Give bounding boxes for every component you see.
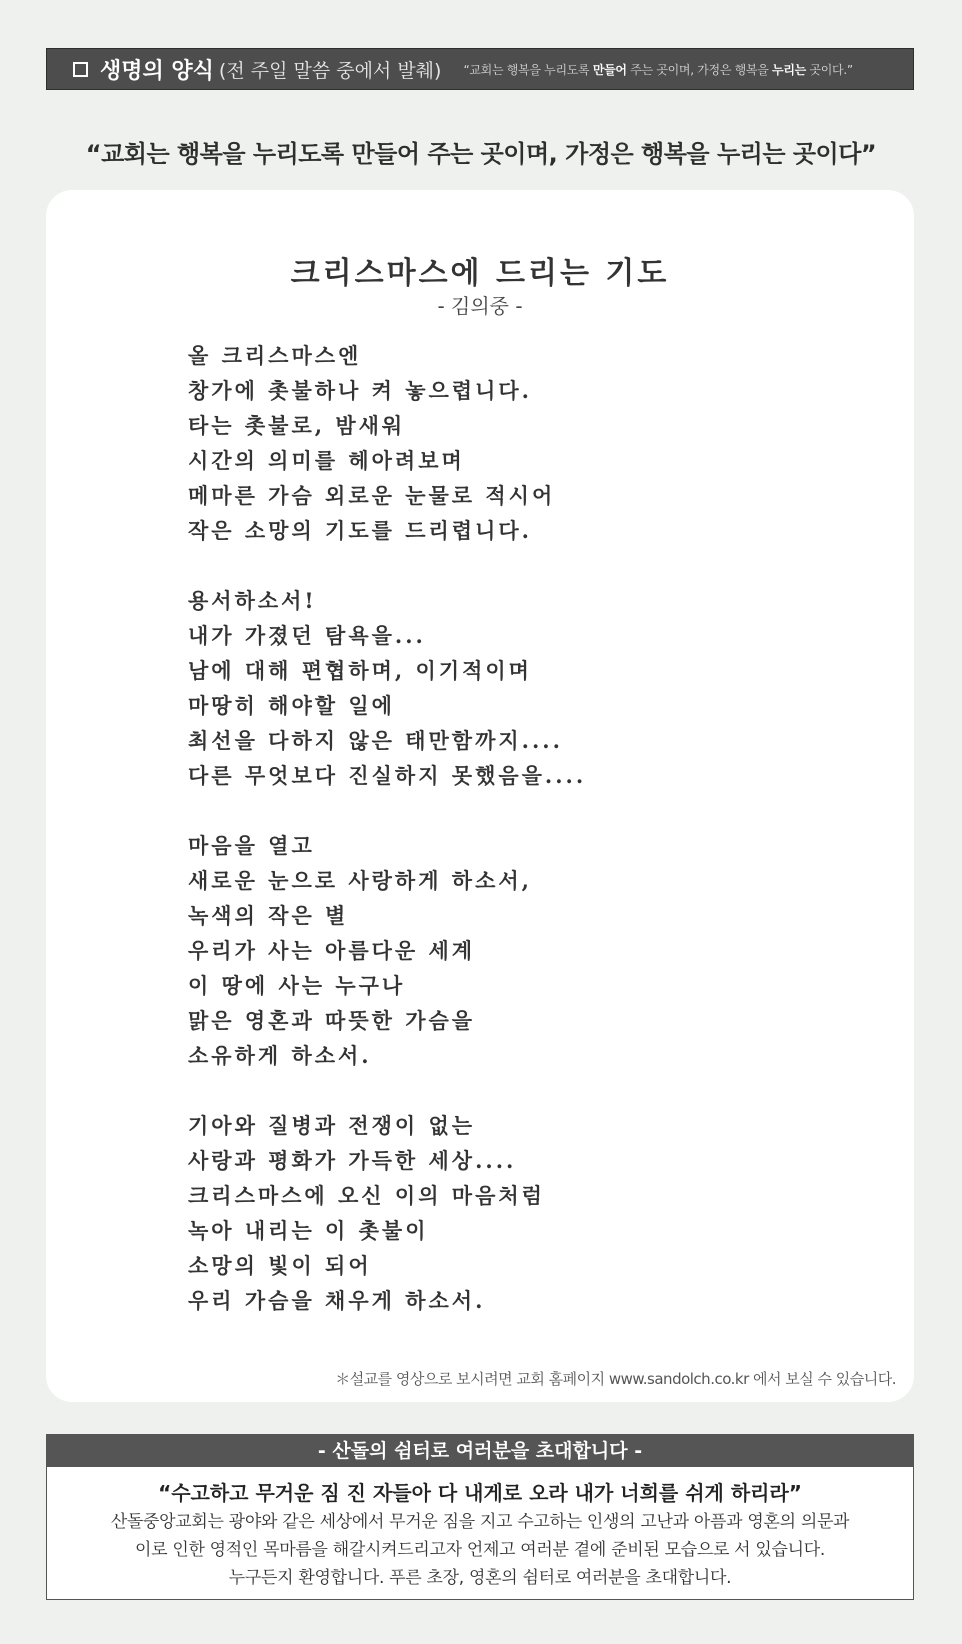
- poem-line: 맑은 영혼과 따뜻한 가슴을: [188, 1008, 476, 1033]
- poem-line: 남에 대해 편협하며, 이기적이며: [188, 658, 532, 683]
- invitation-line: 산돌중앙교회는 광야와 같은 세상에서 무거운 짐을 지고 수고하는 인생의 고난과 아픔과 영혼의 의문과: [110, 1512, 850, 1532]
- invitation-line: 이로 인한 영적인 목마름을 해갈시켜드리고자 언제고 여러분 곁에 준비된 모습으로 서 있습니다.: [134, 1540, 825, 1560]
- poem-line: 최선을 다하지 않은 태만함까지....: [188, 728, 563, 753]
- poem-line: 마음을 열고: [188, 833, 315, 858]
- poem-line: 올 크리스마스엔: [188, 343, 362, 368]
- poem-line: 이 땅에 사는 누구나: [188, 973, 406, 998]
- poem-line: 내가 가졌던 탐욕을...: [188, 623, 426, 648]
- poem-line: 소망의 빛이 되어: [188, 1253, 372, 1278]
- header-quote: “교회는 행복을 누리도록 만들어 주는 곳이며, 가정은 행복을 누리는 곳이다.”: [463, 62, 853, 77]
- poem-line: 우리가 사는 아름다운 세계: [188, 938, 476, 963]
- poem-line: 녹아 내리는 이 촛불이: [188, 1218, 429, 1243]
- invitation-heading: - 산돌의 쉼터로 여러분을 초대합니다 -: [47, 1435, 913, 1467]
- poem-line: 다른 무엇보다 진실하지 못했음을....: [188, 763, 587, 788]
- sermon-video-note: ＊설교를 영상으로 보시려면 교회 홈페이지 www.sandolch.co.kr 에서 보실 수 있습니다.: [335, 1370, 896, 1388]
- poem-stanza: [188, 1108, 788, 1318]
- invitation-text: [47, 1508, 913, 1592]
- poem-line: 시간의 의미를 헤아려보며: [188, 448, 465, 473]
- poem-stanza: [188, 828, 788, 1073]
- poem-card: [46, 190, 914, 1402]
- poem-stanza: [188, 583, 788, 793]
- poem-line: 작은 소망의 기도를 드리렵니다.: [188, 518, 532, 543]
- poem-line: 마땅히 해야할 일에: [188, 693, 395, 718]
- poem-line: 기아와 질병과 전쟁이 없는: [188, 1113, 476, 1138]
- poem-line: 녹색의 작은 별: [188, 903, 349, 928]
- poem-line: 타는 촛불로, 밤새워: [188, 413, 406, 438]
- main-quote: “교회는 행복을 누리도록 만들어 주는 곳이며, 가정은 행복을 누리는 곳이다”: [85, 140, 877, 168]
- invitation-box: [46, 1434, 914, 1600]
- poem-body: [188, 338, 788, 1353]
- section-header-bar: [46, 48, 914, 90]
- poem-line: 소유하게 하소서.: [188, 1043, 372, 1068]
- poem-stanza: [188, 338, 788, 548]
- poem-line: 우리 가슴을 채우게 하소서.: [188, 1288, 486, 1313]
- poem-line: 용서하소서!: [188, 588, 317, 613]
- square-bullet-icon: [73, 62, 88, 77]
- section-subtitle: (전 주일 말씀 중에서 발췌): [218, 59, 442, 82]
- section-title: 생명의 양식: [100, 58, 214, 84]
- poem-line: 크리스마스에 오신 이의 마음처럼: [188, 1183, 545, 1208]
- poem-line: 메마른 가슴 외로운 눈물로 적시어: [188, 483, 556, 508]
- poem-line: 사랑과 평화가 가득한 세상....: [188, 1148, 517, 1173]
- poem-line: 새로운 눈으로 사랑하게 하소서,: [188, 868, 532, 893]
- poem-title: 크리스마스에 드리는 기도: [290, 256, 670, 291]
- poem-line: 창가에 촛불하나 켜 놓으렵니다.: [188, 378, 532, 403]
- poem-author: - 김의중 -: [437, 294, 523, 318]
- invitation-line: 누구든지 환영합니다. 푸른 초장, 영혼의 쉼터로 여러분을 초대합니다.: [228, 1568, 732, 1588]
- invitation-quote: “수고하고 무거운 짐 진 자들아 다 내게로 오라 내가 너희를 쉬게 하리라”: [158, 1481, 802, 1505]
